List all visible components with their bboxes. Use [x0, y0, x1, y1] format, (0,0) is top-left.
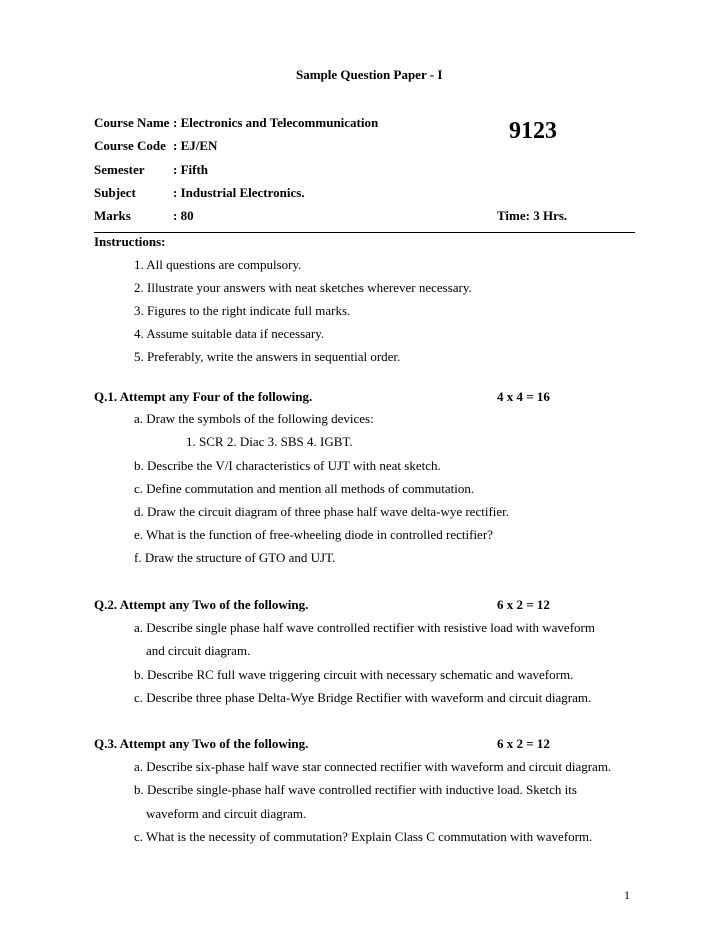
header-divider — [94, 232, 635, 233]
question-heading: Q.3. Attempt any Two of the following. — [94, 736, 309, 751]
question-marks: 6 x 2 = 12 — [497, 736, 550, 751]
question-line: waveform and circuit diagram. — [146, 806, 307, 821]
exam-time: Time: 3 Hrs. — [497, 208, 568, 223]
instruction-item: 2. Illustrate your answers with neat sketches wherever necessary. — [134, 280, 472, 295]
question-line: b. Describe single-phase half wave controlled rectifier with inductive load. Sketch its — [134, 782, 577, 797]
instruction-item: 1. All questions are compulsory. — [134, 257, 302, 272]
question-marks: 6 x 2 = 12 — [497, 597, 550, 612]
instruction-item: 5. Preferably, write the answers in sequential order. — [134, 349, 401, 364]
question-line: a. Draw the symbols of the following devices: — [134, 411, 374, 426]
subject-label: Subject — [94, 185, 136, 200]
course-name-value: : Electronics and Telecommunication — [173, 115, 379, 130]
question-line: d. Draw the circuit diagram of three phase half wave delta-wye rectifier. — [134, 504, 510, 519]
course-code-label: Course Code — [94, 138, 166, 153]
question-marks: 4 x 4 = 16 — [497, 389, 550, 404]
question-line: c. Define commutation and mention all methods of commutation. — [134, 481, 475, 496]
question-line: b. Describe RC full wave triggering circuit with necessary schematic and waveform. — [134, 667, 574, 682]
paper-code: 9123 — [509, 118, 557, 144]
question-line: f. Draw the structure of GTO and UJT. — [134, 550, 336, 565]
subject-value: : Industrial Electronics. — [173, 185, 305, 200]
semester-label: Semester — [94, 162, 145, 177]
question-line: a. Describe six-phase half wave star connected rectifier with waveform and circuit diagram. — [134, 759, 612, 774]
question-line: c. What is the necessity of commutation? Explain Class C commutation with waveform. — [134, 829, 593, 844]
question-line: 1. SCR 2. Diac 3. SBS 4. IGBT. — [186, 434, 353, 449]
marks-value: : 80 — [173, 208, 194, 223]
question-line: b. Describe the V/I characteristics of UJT with neat sketch. — [134, 458, 441, 473]
question-heading: Q.2. Attempt any Two of the following. — [94, 597, 309, 612]
question-heading: Q.1. Attempt any Four of the following. — [94, 389, 313, 404]
page-number: 1 — [624, 888, 630, 902]
question-line: a. Describe single phase half wave controlled rectifier with resistive load with waveform — [134, 620, 595, 635]
instruction-item: 3. Figures to the right indicate full marks. — [134, 303, 351, 318]
page-title: Sample Question Paper - I — [296, 67, 443, 82]
marks-label: Marks — [94, 208, 131, 223]
course-code-value: : EJ/EN — [173, 138, 218, 153]
question-line: e. What is the function of free-wheeling diode in controlled rectifier? — [134, 527, 493, 542]
course-name-label: Course Name — [94, 115, 170, 130]
question-line: and circuit diagram. — [146, 643, 251, 658]
question-line: c. Describe three phase Delta-Wye Bridge Rectifier with waveform and circuit diagram. — [134, 690, 592, 705]
semester-value: : Fifth — [173, 162, 209, 177]
instructions-heading: Instructions: — [94, 234, 166, 249]
instruction-item: 4. Assume suitable data if necessary. — [134, 326, 325, 341]
